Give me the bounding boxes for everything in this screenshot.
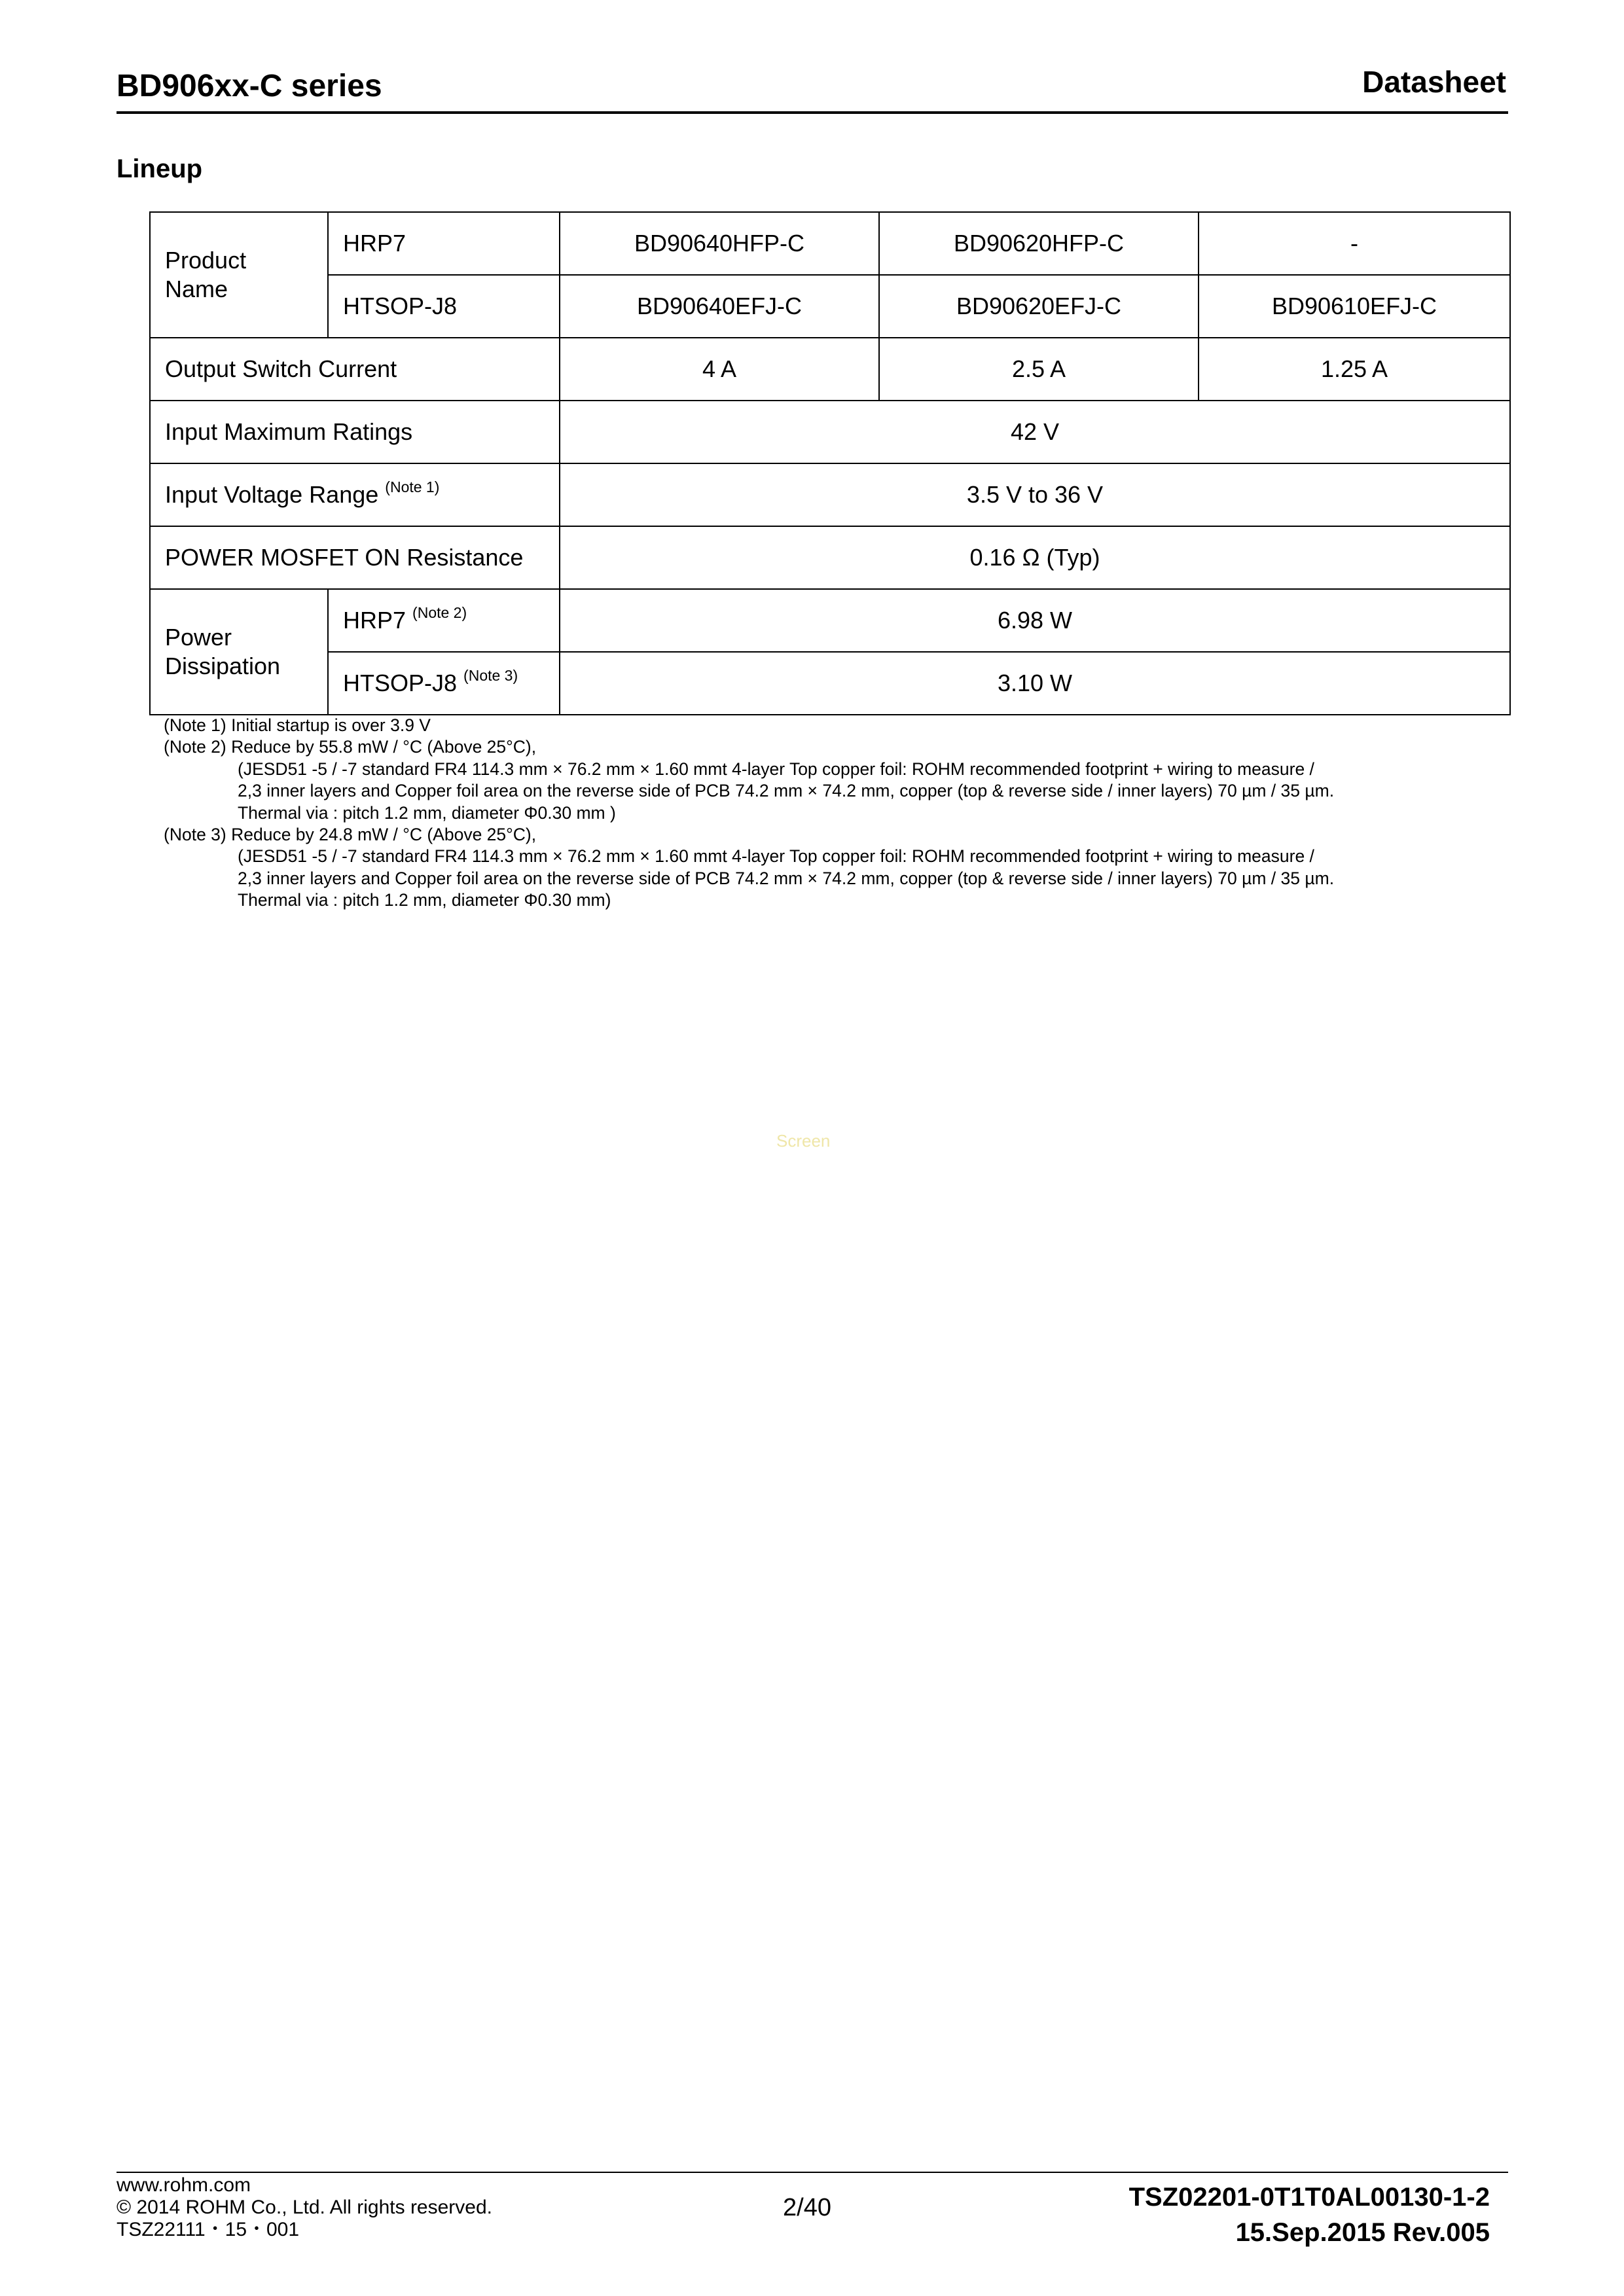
table-row (150, 589, 1510, 652)
note-line: (JESD51 -5 / -7 standard FR4 114.3 mm × 76.2 mm × 1.60 mmt 4-layer Top copper foil: ROHM recommended footprint + wiring to measure / (238, 846, 1314, 867)
pd-hrp7-label (328, 589, 560, 652)
pd-htsop-value: 3.10 W (560, 652, 1510, 715)
power-dissipation-label: Power Dissipation (150, 589, 328, 715)
mosfet-on-resistance-value: 0.16 Ω (Typ) (560, 526, 1510, 589)
label-text: Input Voltage Range (165, 481, 379, 508)
table-row (150, 275, 1510, 338)
note-ref: (Note 1) (385, 478, 440, 495)
table-row (150, 338, 1510, 401)
table-cell: 1.25 A (1199, 338, 1510, 401)
table-cell: BD90620EFJ-C (879, 275, 1199, 338)
input-max-ratings-label: Input Maximum Ratings (150, 401, 560, 463)
note-line: (Note 1) Initial startup is over 3.9 V (164, 715, 431, 735)
footer-rule (117, 2172, 1508, 2173)
series-title: BD906xx-C series (117, 69, 382, 103)
table-cell: BD90610EFJ-C (1199, 275, 1510, 338)
date-revision: 15.Sep.2015 Rev.005 (1235, 2218, 1490, 2247)
input-max-ratings-value: 42 V (560, 401, 1510, 463)
header-rule (117, 111, 1508, 114)
section-title-lineup: Lineup (117, 154, 203, 183)
table-cell: - (1199, 212, 1510, 275)
note-ref: (Note 2) (412, 604, 467, 621)
table-row (150, 526, 1510, 589)
table-cell: 4 A (560, 338, 879, 401)
note-line: Thermal via : pitch 1.2 mm, diameter Φ0.30 mm ) (238, 802, 616, 823)
package-htsop: HTSOP-J8 (328, 275, 560, 338)
datasheet-label: Datasheet (1362, 65, 1506, 99)
pd-hrp7-value: 6.98 W (560, 589, 1510, 652)
input-voltage-range-value: 3.5 V to 36 V (560, 463, 1510, 526)
table-cell: BD90620HFP-C (879, 212, 1199, 275)
table-row (150, 463, 1510, 526)
footer-left (117, 2174, 492, 2241)
product-name-label: Product Name (150, 212, 328, 338)
table-row (150, 401, 1510, 463)
table-cell: BD90640HFP-C (560, 212, 879, 275)
doc-number: TSZ02201-0T1T0AL00130-1-2 (1128, 2183, 1490, 2212)
output-switch-current-label: Output Switch Current (150, 338, 560, 401)
note-line: (Note 2) Reduce by 55.8 mW / °C (Above 25°C), (164, 737, 537, 757)
mosfet-on-resistance-label: POWER MOSFET ON Resistance (150, 526, 560, 589)
copyright: © 2014 ROHM Co., Ltd. All rights reserved. (117, 2197, 492, 2218)
page-number: 2/40 (783, 2194, 831, 2221)
form-code: TSZ22111・15・001 (117, 2219, 300, 2240)
footer-right (1129, 2179, 1490, 2250)
pd-htsop-label (328, 652, 560, 715)
package-hrp7: HRP7 (328, 212, 560, 275)
note-line: Thermal via : pitch 1.2 mm, diameter Φ0.30 mm) (238, 890, 611, 910)
watermark: Screen (776, 1131, 831, 1151)
note-line: 2,3 inner layers and Copper foil area on the reverse side of PCB 74.2 mm × 74.2 mm, copper (top & reverse side / inner layers) 70 µm / 35 µm. (238, 868, 1335, 888)
table-row (150, 652, 1510, 715)
table-row (150, 212, 1510, 275)
table-cell: BD90640EFJ-C (560, 275, 879, 338)
note-line: (JESD51 -5 / -7 standard FR4 114.3 mm × 76.2 mm × 1.60 mmt 4-layer Top copper foil: ROHM recommended footprint + wiring to measure / (238, 759, 1314, 779)
label-text: HRP7 (343, 607, 406, 634)
lineup-table (149, 211, 1511, 715)
label-text: HTSOP-J8 (343, 670, 458, 696)
note-ref: (Note 3) (463, 667, 518, 684)
note-line: 2,3 inner layers and Copper foil area on the reverse side of PCB 74.2 mm × 74.2 mm, copper (top & reverse side / inner layers) 70 µm / 35 µm. (238, 781, 1335, 801)
note-line: (Note 3) Reduce by 24.8 mW / °C (Above 25°C), (164, 825, 537, 845)
notes-block (164, 715, 1334, 912)
table-cell: 2.5 A (879, 338, 1199, 401)
input-voltage-range-label (150, 463, 560, 526)
website-link[interactable]: www.rohm.com (117, 2174, 251, 2196)
